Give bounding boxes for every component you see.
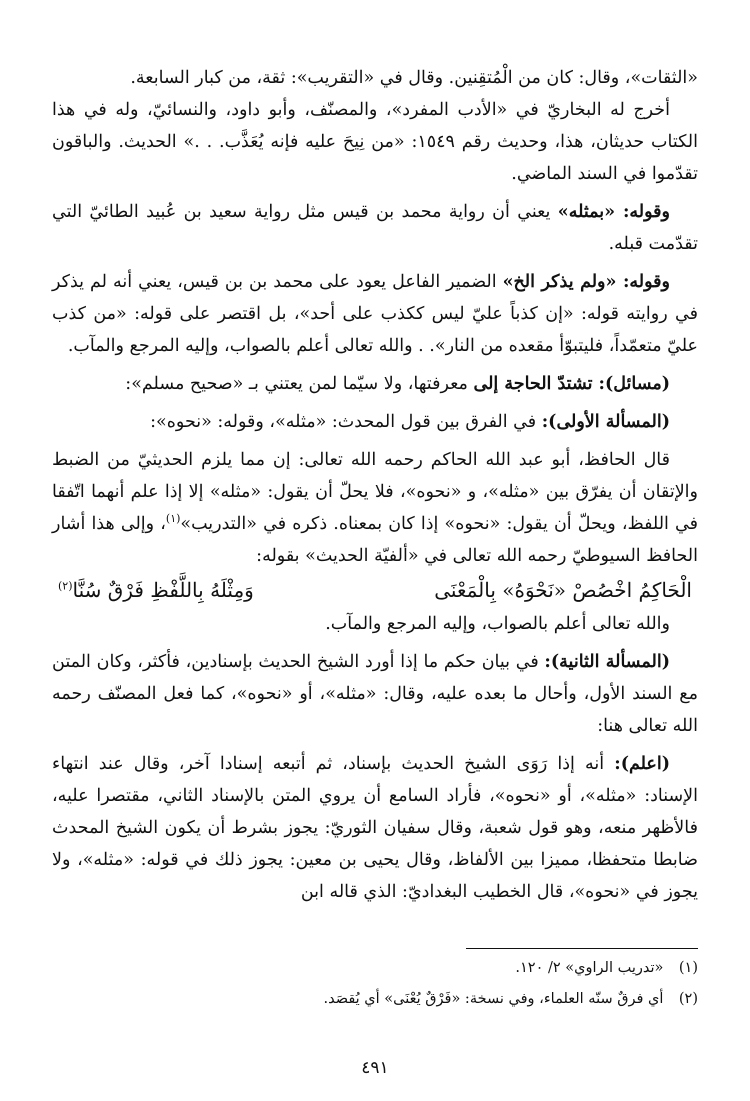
paragraph-4 [52, 266, 698, 362]
paragraph-5 [52, 368, 698, 400]
paragraph-9-text: في بيان حكم ما إذا أورد الشيخ الحديث بإسنادين، فأكثر، وكان المتن مع السند الأول، وأحال ما بعده عليه، وقال: «مثله»، أو «نحوه»، كما فعل المصنّف رحمه الله تعالى هنا: [52, 652, 698, 736]
paragraph-7 [52, 444, 698, 572]
paragraph-8: والله تعالى أعلم بالصواب، وإليه المرجع والمآب. [325, 614, 670, 634]
paragraph-7-text-b: ، وإلى هذا أشار الحافظ السيوطيّ رحمه الله تعالى في «ألفيّة الحديث» بقوله: [52, 514, 698, 566]
verse-second-text: وَمِثْلَهُ بِاللَّفْظِ فَرْقٌ سُنَّا [72, 578, 254, 602]
paragraph-7-text-a: قال الحافظ، أبو عبد الله الحاكم رحمه الله تعالى: إن مما يلزم الحديثيّ من الضبط والإتقان أن يفرّق بين «مثله»، و «نحوه»، فلا يحلّ أن يقول: «مثله» إلا إذا علم أنهما اتّفقا في اللفظ، ويحلّ أن يقول: «نحوه» إذا كان بمعناه. ذكره في «التدريب» [52, 450, 699, 534]
paragraph-2: أخرج له البخاريّ في «الأدب المفرد»، والمصنّف، وأبو داود، والنسائيّ، وله في هذا الكتاب حديثان، هذا، وحديث رقم ١٥٤٩: «من نِيحَ عليه فإنه يُعَذَّب. . .» الحديث. والباقون تقدّموا في السند الماضي. [52, 100, 698, 184]
paragraph-3 [52, 196, 698, 260]
footnote-2 [52, 988, 698, 1010]
paragraph-9 [52, 646, 698, 742]
paragraph-6-label: (المسألة الأولى): [541, 412, 670, 432]
footnote-2-text: أي فرقٌ سنّه العلماء، وفي نسخة: «فَرْقٌ يُعْنَى» أي يُقصَد. [323, 991, 664, 1007]
verse-second-hemistich [58, 572, 254, 608]
paragraph-4-label: وقوله: «ولم يذكر الخ» [502, 272, 670, 292]
paragraph-9-label: (المسألة الثانية): [544, 652, 670, 672]
footnote-2-number: (٢) [678, 991, 698, 1007]
footnote-1-number: (١) [678, 960, 698, 976]
paragraph-1: «الثقات»، وقال: كان من الْمُتقِنين. وقال في «التقريب»: ثقة، من كبار السابعة. [130, 68, 698, 88]
footnote-divider [466, 948, 698, 949]
paragraph-5-text: معرفتها، ولا سيّما لمن يعتني بـ «صحيح مسلم»: [125, 374, 474, 394]
paragraph-10-label: (اعلم): [614, 754, 670, 774]
verse-line [52, 572, 698, 608]
paragraph-6-text: في الفرق بين قول المحدث: «مثله»، وقوله: «نحوه»: [150, 412, 542, 432]
paragraph-10 [52, 748, 698, 908]
paragraph-4-text: الضمير الفاعل يعود على محمد بن بن قيس، يعني أنه لم يذكر في روايته قوله: «إن كذباً عليّ ليس ككذب على أحد»، بل اقتصر على قوله: «من كذب عليّ متعمّداً، فليتبوّأ مقعده من النار». . والله تعالى أعلم بالصواب، وإليه المرجع والمآب. [52, 272, 698, 356]
footnote-1-text: «تدريب الراوي» ٢/ ١٢٠. [515, 960, 664, 976]
page-number: ٤٩١ [361, 1058, 389, 1078]
paragraph-3-label: وقوله: «بمثله» [557, 202, 670, 222]
paragraph-3-text: يعني أن رواية محمد بن قيس مثل رواية سعيد بن عُبيد الطائيّ التي تقدّمت قبله. [52, 202, 698, 254]
paragraph-5-label: (مسائل): تشتدّ الحاجة إلى [473, 374, 670, 394]
footnote-ref-1: (١) [165, 512, 181, 526]
footnote-ref-2: (٢) [58, 579, 73, 593]
verse-first-hemistich: الْحَاكِمُ اخْصُصْ «نَحْوَهُ» بِالْمَعْنَى [434, 578, 692, 602]
footnote-1 [52, 957, 698, 979]
paragraph-10-text: أنه إذا رَوَى الشيخ الحديث بإسناد، ثم أتبعه إسنادا آخر، وقال عند انتهاء الإسناد: «مثله»، أو «نحوه»، فأراد السامع أن يروي المتن بالإسناد الثاني، مقتصرا عليه، فالأظهر منعه، وهو قول شعبة، وقال سفيان الثوريّ: يجوز بشرط أن يكون الشيخ المحدث ضابطا متحفظا، مميزا بين الألفاظ، وقال يحيى بن معين: يجوز ذلك في قوله: «مثله»، ولا يجوز في «نحوه»، قال الخطيب البغداديّ: الذي قاله ابن [52, 754, 698, 902]
paragraph-6 [52, 406, 698, 438]
